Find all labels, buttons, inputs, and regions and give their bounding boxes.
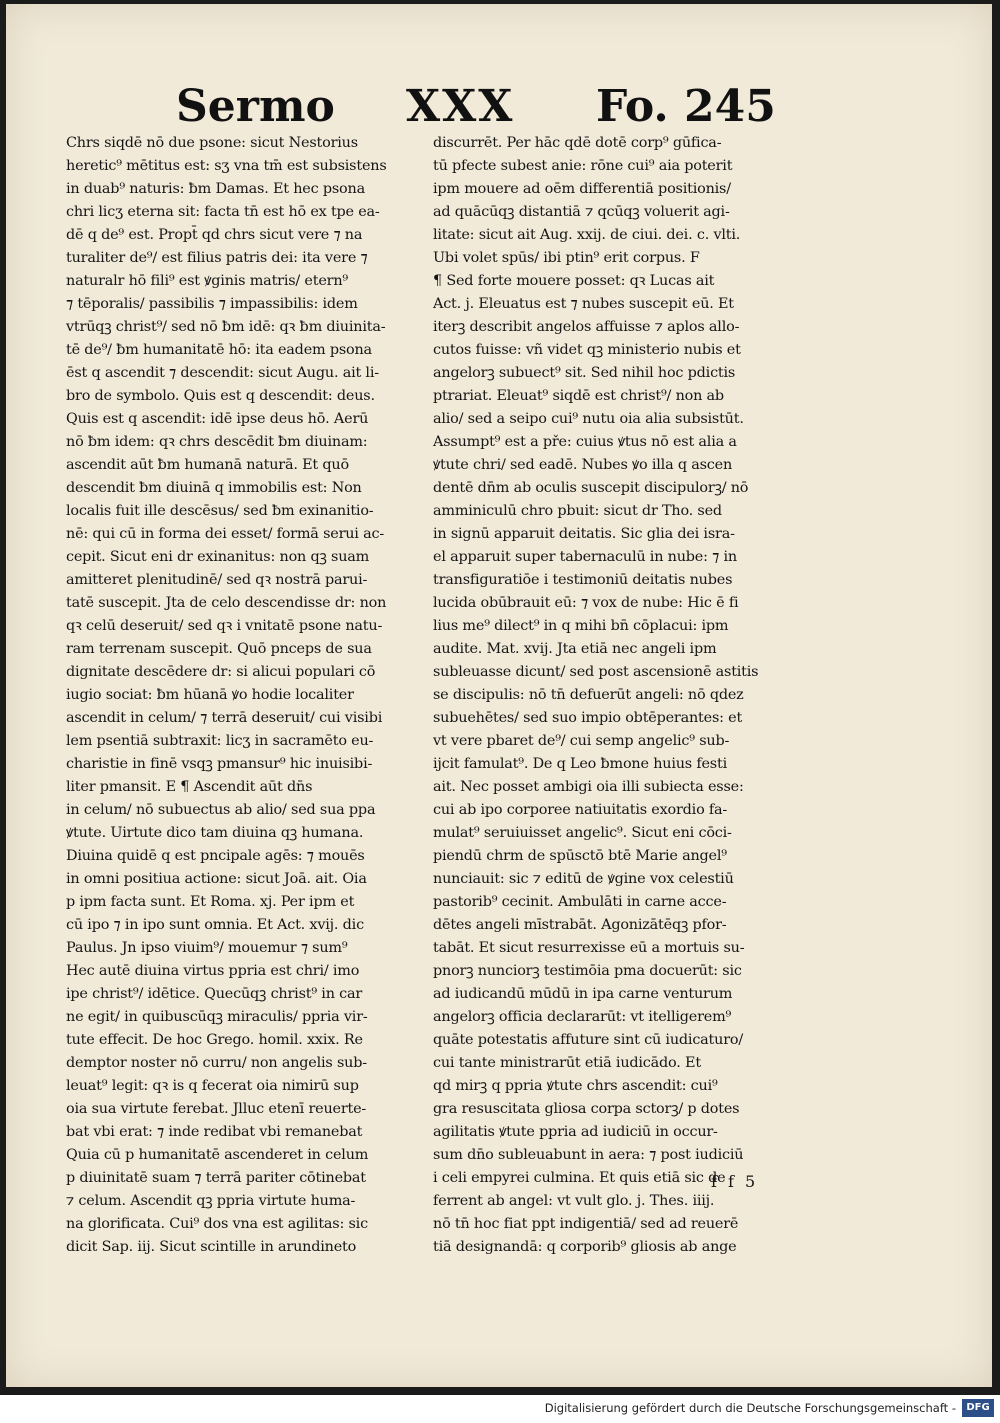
text-line: discurrēt. Per hāc qdē dotē corp⁹ gūfica- <box>433 135 722 151</box>
text-line: vt vere pbaret de⁹/ cui semp angelic⁹ sub- <box>433 733 730 749</box>
text-column-left <box>66 132 416 1259</box>
text-line: ipm mouere ad oēm differentiā positionis/ <box>433 181 731 197</box>
text-line: agilitatis ꝟtute ppria ad iudiciū in occur- <box>433 1124 718 1140</box>
text-line: Quis est q ascendit: idē ipse deus hō. Aerū <box>66 411 369 427</box>
text-line: iterꝫ describit angelos affuisse ⁊ aplos allo- <box>433 319 740 335</box>
text-line: naturalr hō fili⁹ est ꝟginis matris/ etern⁹ <box>66 273 348 289</box>
text-line: vtrūqꝫ christ⁹/ sed nō ƀm idē: qꝛ ƀm diuinita- <box>66 319 386 335</box>
folio-number: Fo. 245 <box>596 81 776 132</box>
text-column-right <box>433 132 783 1259</box>
text-line: chri licʒ eterna sit: facta tn̄ est hō ex tpe ea- <box>66 204 380 220</box>
running-head-sermo: Sermo <box>176 81 335 132</box>
text-line: ipe christ⁹/ idētice. Quecūqꝫ christ⁹ in car <box>66 986 363 1002</box>
text-line: Chrs siqdē nō due psone: sicut Nestorius <box>66 135 358 151</box>
text-line: iugio sociat: ƀm hūanā ꝟo hodie localiter <box>66 687 354 703</box>
text-line: angelorꝫ subuect⁹ sit. Sed nihil hoc pdictis <box>433 365 736 381</box>
text-line: quāte potestatis affuture sint cū iudicaturo/ <box>433 1032 744 1048</box>
text-line: cutos fuisse: vñ videt qꝫ ministerio nubis et <box>433 342 741 358</box>
text-line: el apparuit super tabernaculū in nube: ⁊ in <box>433 549 737 565</box>
footer-bar <box>0 1395 1000 1423</box>
text-line: leuat⁹ legit: qꝛ is q fecerat oia nimirū sup <box>66 1078 359 1094</box>
text-line: Hec autē diuina virtus ppria est chri/ imo <box>66 963 360 979</box>
running-head <box>176 76 796 138</box>
book-page <box>6 4 992 1387</box>
text-line: dētes angeli mīstrabāt. Agonizātēqꝫ pfor- <box>433 917 727 933</box>
text-line: pastorib⁹ cecinit. Ambulāti in carne acce- <box>433 894 727 910</box>
text-line: demptor noster nō curru/ non angelis sub- <box>66 1055 367 1071</box>
text-line: p ipm facta sunt. Et Roma. xj. Per ipm et <box>66 894 355 910</box>
text-line: liter pmansit. E ¶ Ascendit aūt dn̄s <box>66 779 313 795</box>
text-line: amitteret plenitudinē/ sed qꝛ nostrā parui- <box>66 572 368 588</box>
text-line: na glorificata. Cui⁹ dos vna est agilitas: sic <box>66 1216 368 1232</box>
text-line: ⁊ celum. Ascendit qꝫ ppria virtute huma- <box>66 1193 356 1209</box>
text-line: i celi empyrei culmina. Et quis etiā sic de <box>433 1170 726 1186</box>
text-line: dignitate descēdere dr: si alicui populari cō <box>66 664 376 680</box>
text-line: tē de⁹/ ƀm humanitatē hō: ita eadem psona <box>66 342 372 358</box>
text-line: alio/ sed a seipo cui⁹ nutu oia alia subsistūt. <box>433 411 744 427</box>
text-line: ꝟtute. Uirtute dico tam diuina qꝫ humana. <box>66 825 364 841</box>
text-line: bat vbi erat: ⁊ inde redibat vbi remanebat <box>66 1124 363 1140</box>
text-line: cui ab ipo corporee natiuitatis exordio fa- <box>433 802 728 818</box>
text-line: pnorꝫ nunciorꝫ testimōia pma docuerūt: sic <box>433 963 742 979</box>
text-line: nē: qui cū in forma dei esset/ formā serui ac- <box>66 526 384 542</box>
text-line: ¶ Sed forte mouere posset: qꝛ Lucas ait <box>433 273 715 289</box>
text-line: Paulus. Jn ipso viuim⁹/ mouemur ⁊ sum⁹ <box>66 940 348 956</box>
text-line: ferrent ab angel: vt vult glo. j. Thes. iiij. <box>433 1193 715 1209</box>
text-line: subuehētes/ sed suo impio obtēperantes: et <box>433 710 743 726</box>
text-line: in omni positiua actione: sicut Joā. ait. Oia <box>66 871 367 887</box>
dfg-logo: DFG <box>962 1399 994 1417</box>
text-line: Diuina quidē q est pncipale agēs: ⁊ mouēs <box>66 848 365 864</box>
text-line: ne egit/ in quibuscūqꝫ miraculis/ ppria vir- <box>66 1009 368 1025</box>
text-line: tiā designandā: q corporib⁹ gliosis ab ange <box>433 1239 737 1255</box>
text-line: turaliter de⁹/ est filius patris dei: ita vere ⁊ <box>66 250 368 266</box>
text-line: ⁊ tēporalis/ passibilis ⁊ impassibilis: idem <box>66 296 358 312</box>
text-line: oia sua virtute ferebat. Jlluc etenī reuerte- <box>66 1101 367 1117</box>
text-line: dē q de⁹ est. Propt̄ qd chrs sicut vere ⁊ na <box>66 227 363 243</box>
text-line: Ubi volet spūs/ ibi ptin⁹ erit corpus. F <box>433 250 700 266</box>
text-line: localis fuit ille descēsus/ sed ƀm exinanitio- <box>66 503 374 519</box>
text-line: in celum/ nō subuectus ab alio/ sed sua ppa <box>66 802 376 818</box>
text-line: lucida obūbrauit eū: ⁊ vox de nube: Hic ē fi <box>433 595 739 611</box>
text-line: Act. j. Eleuatus est ⁊ nubes suscepit eū. Et <box>433 296 734 312</box>
text-line: ram terrenam suscepit. Quō pnceps de sua <box>66 641 372 657</box>
text-line: ascendit aūt ƀm humanā naturā. Et quō <box>66 457 349 473</box>
text-line: ait. Nec posset ambigi oia illi subiecta esse: <box>433 779 744 795</box>
text-line: ijcit famulat⁹. De q Leo ƀmone huius festi <box>433 756 727 772</box>
text-line: qꝛ celū deseruit/ sed qꝛ i vnitatē psone natu- <box>66 618 383 634</box>
text-line: nunciauit: sic ⁊ editū de ꝟgine vox celestiū <box>433 871 734 887</box>
text-line: tabāt. Et sicut resurrexisse eū a mortuis su- <box>433 940 745 956</box>
text-line: piendū chrm de spūsctō btē Marie angel⁹ <box>433 848 727 864</box>
text-line: nō ƀm idem: qꝛ chrs descēdit ƀm diuinam: <box>66 434 368 450</box>
text-line: ad quācūqꝫ distantiā ⁊ qcūqꝫ voluerit agi- <box>433 204 730 220</box>
text-line: bro de symbolo. Quis est q descendit: deus. <box>66 388 375 404</box>
text-line: in duab⁹ naturis: ƀm Damas. Et hec psona <box>66 181 365 197</box>
text-line: cepit. Sicut eni dr exinanitus: non qꝫ suam <box>66 549 370 565</box>
text-line: audite. Mat. xvij. Jta etiā nec angeli ipm <box>433 641 717 657</box>
running-head-number: XXX <box>406 81 515 132</box>
text-line: amminiculū chro pbuit: sicut dr Tho. sed <box>433 503 722 519</box>
text-line: lius me⁹ dilect⁹ in q mihi bn̄ cōplacui: ipm <box>433 618 729 634</box>
text-line: se discipulis: nō tn̄ defuerūt angeli: nō qdez <box>433 687 744 703</box>
text-line: transfiguratiōe i testimoniū deitatis nubes <box>433 572 733 588</box>
text-line: charistie in finē vsqꝫ pmansur⁹ hic inuisibi- <box>66 756 373 772</box>
text-line: tatē suscepit. Jta de celo descendisse dr: non <box>66 595 387 611</box>
text-line: p diuinitatē suam ⁊ terrā pariter cōtinebat <box>66 1170 366 1186</box>
text-line: ad iudicandū mūdū in ipa carne venturum <box>433 986 733 1002</box>
text-line: tute effecit. De hoc Grego. homil. xxix. Re <box>66 1032 363 1048</box>
text-line: cui tante ministrarūt etiā iudicādo. Et <box>433 1055 701 1071</box>
text-line: cū ipo ⁊ in ipo sunt omnia. Et Act. xvij. dic <box>66 917 364 933</box>
text-line: ascendit in celum/ ⁊ terrā deseruit/ cui visibi <box>66 710 383 726</box>
text-line: ptrariat. Eleuat⁹ siqdē est christ⁹/ non ab <box>433 388 724 404</box>
text-line: ēst q ascendit ⁊ descendit: sicut Augu. ait li- <box>66 365 379 381</box>
text-line: angelorꝫ officia declararūt: vt itelligerem⁹ <box>433 1009 732 1025</box>
text-line: heretic⁹ mētitus est: sʒ vna tm̄ est subsistens <box>66 158 387 174</box>
digitization-credit: Digitalisierung gefördert durch die Deutsche Forschungsgemeinschaft - <box>544 1401 956 1415</box>
text-line: descendit ƀm diuinā q immobilis est: Non <box>66 480 362 496</box>
text-line: sum dn̄o subleuabunt in aera: ⁊ post iudiciū <box>433 1147 744 1163</box>
text-line: litate: sicut ait Aug. xxij. de ciui. dei. c. vlti. <box>433 227 741 243</box>
text-line: lem psentiā subtraxit: licʒ in sacramēto eu- <box>66 733 374 749</box>
text-line: dicit Sap. iij. Sicut scintille in arundineto <box>66 1239 357 1255</box>
text-line: Assumpt⁹ est a pře: cuius ꝟtus nō est alia a <box>433 434 737 450</box>
text-line: nō tn̄ hoc fiat ppt indigentiā/ sed ad reuerē <box>433 1216 739 1232</box>
text-line: dentē dn̄m ab oculis suscepit discipulorꝫ/ nō <box>433 480 749 496</box>
text-line: mulat⁹ seruiuisset angelic⁹. Sicut eni cōci- <box>433 825 732 841</box>
signature-mark: f f 5 <box>711 1172 759 1191</box>
text-line: tū pfecte subest anie: rōne cui⁹ aia poterit <box>433 158 733 174</box>
text-line: gra resuscitata gliosa corpa sctorꝫ/ p dotes <box>433 1101 740 1117</box>
text-line: ꝟtute chri/ sed eadē. Nubes ꝟo illa q ascen <box>433 457 733 473</box>
text-line: subleuasse dicunt/ sed post ascensionē astitis <box>433 664 759 680</box>
text-line: in signū apparuit deitatis. Sic glia dei isra- <box>433 526 735 542</box>
text-line: qd mirꝫ q ppria ꝟtute chrs ascendit: cui⁹ <box>433 1078 718 1094</box>
text-line: Quia cū p humanitatē ascenderet in celum <box>66 1147 369 1163</box>
